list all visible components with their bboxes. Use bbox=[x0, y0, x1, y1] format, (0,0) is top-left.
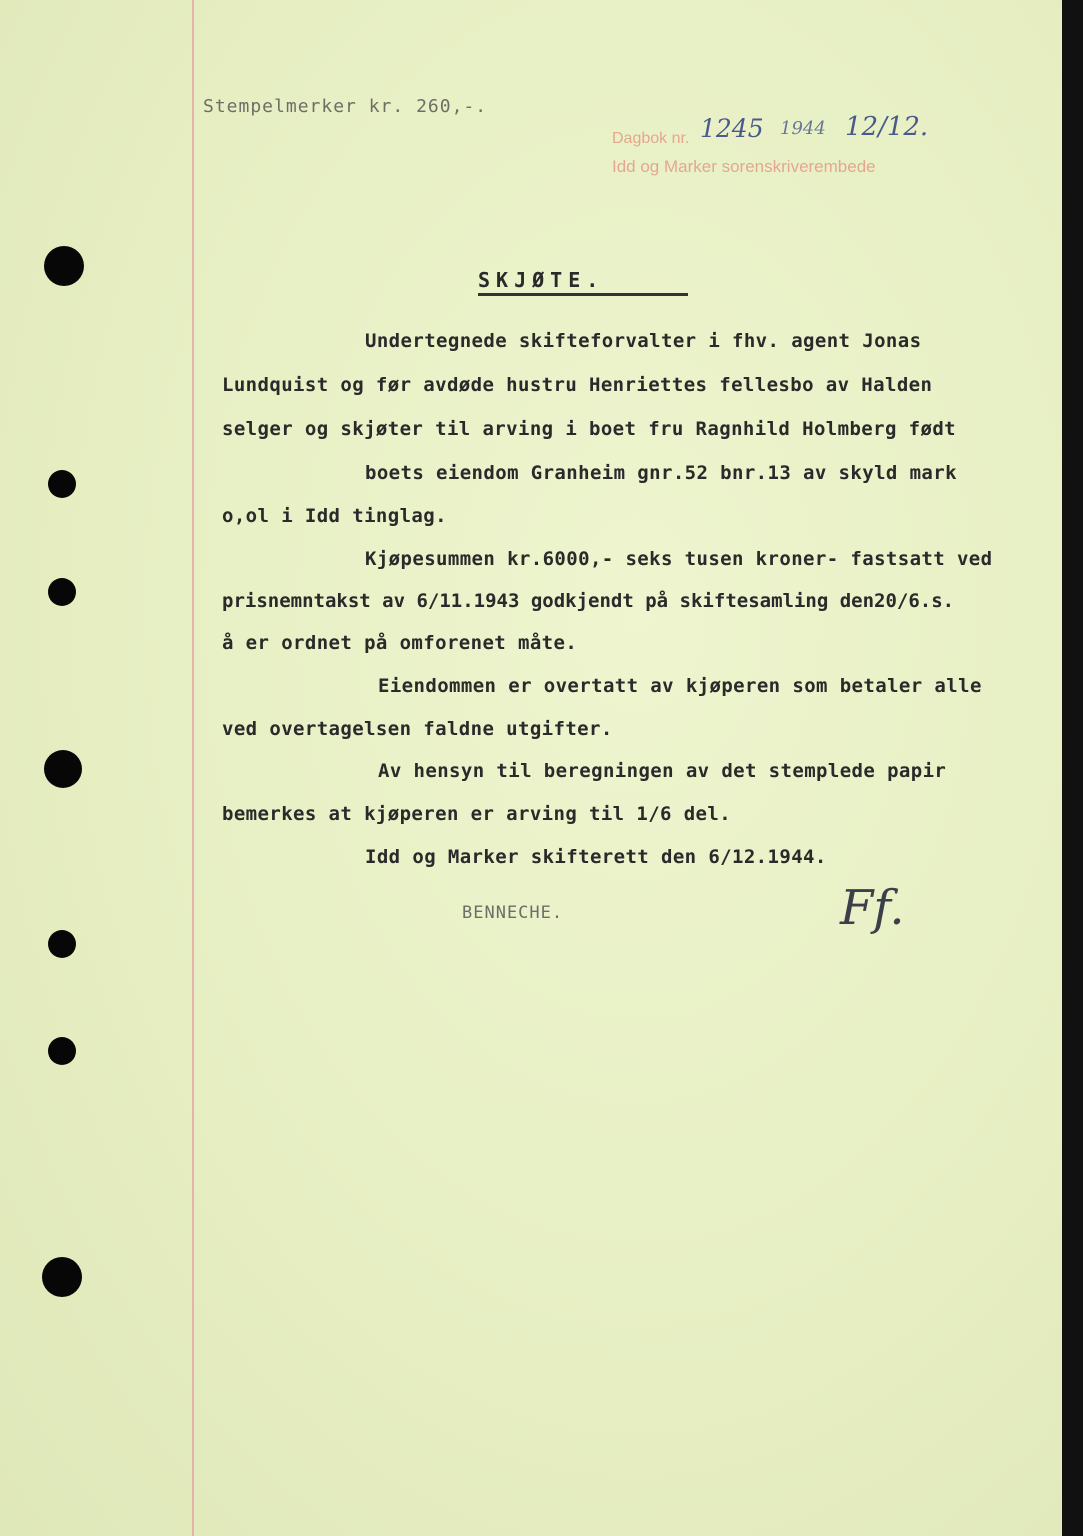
body-line: Lundquist og før avdøde hustru Henriettes fellesbo av Halden bbox=[222, 374, 933, 396]
punch-hole bbox=[44, 750, 82, 788]
body-line: bemerkes at kjøperen er arving til 1/6 del. bbox=[222, 803, 732, 825]
body-line: ved overtagelsen faldne utgifter. bbox=[222, 718, 613, 740]
registration-date: 12/12. bbox=[845, 112, 929, 142]
punch-hole bbox=[44, 246, 84, 286]
body-line: prisnemntakst av 6/11.1943 godkjendt på skiftesamling den20/6.s. bbox=[222, 590, 955, 612]
punch-hole bbox=[48, 578, 76, 606]
body-line: Eiendommen er overtatt av kjøperen som betaler alle bbox=[378, 675, 982, 697]
signature-name: BENNECHE. bbox=[462, 903, 564, 923]
stamp-duty-note: Stempelmerker kr. 260,-. bbox=[203, 96, 488, 117]
scan-edge bbox=[1062, 0, 1083, 1536]
registration-office: Idd og Marker sorenskriverembede bbox=[612, 157, 876, 176]
punch-hole bbox=[48, 930, 76, 958]
body-line: o,ol i Idd tinglag. bbox=[222, 505, 447, 527]
body-line: boets eiendom Granheim gnr.52 bnr.13 av skyld mark bbox=[365, 462, 957, 484]
punch-hole bbox=[42, 1257, 82, 1297]
body-line: Idd og Marker skifterett den 6/12.1944. bbox=[365, 846, 827, 868]
document-title: SKJØTE. bbox=[478, 268, 688, 296]
registration-number: 1245 bbox=[700, 114, 764, 143]
registration-year: 1944 bbox=[780, 118, 826, 139]
punch-hole bbox=[48, 1037, 76, 1065]
body-line: å er ordnet på omforenet måte. bbox=[222, 632, 578, 654]
body-line: selger og skjøter til arving i boet fru Ragnhild Holmberg født bbox=[222, 418, 957, 440]
body-line: Kjøpesummen kr.6000,- seks tusen kroner- fastsatt ved bbox=[365, 548, 993, 570]
punch-hole bbox=[48, 470, 76, 498]
body-line: Undertegnede skifteforvalter i fhv. agent Jonas bbox=[365, 330, 922, 352]
body-line: Av hensyn til beregningen av det stemplede papir bbox=[378, 760, 947, 782]
initials-signature: Ff. bbox=[840, 880, 905, 936]
margin-line bbox=[192, 0, 194, 1536]
registration-stamp-label: Dagbok nr. bbox=[612, 130, 690, 147]
